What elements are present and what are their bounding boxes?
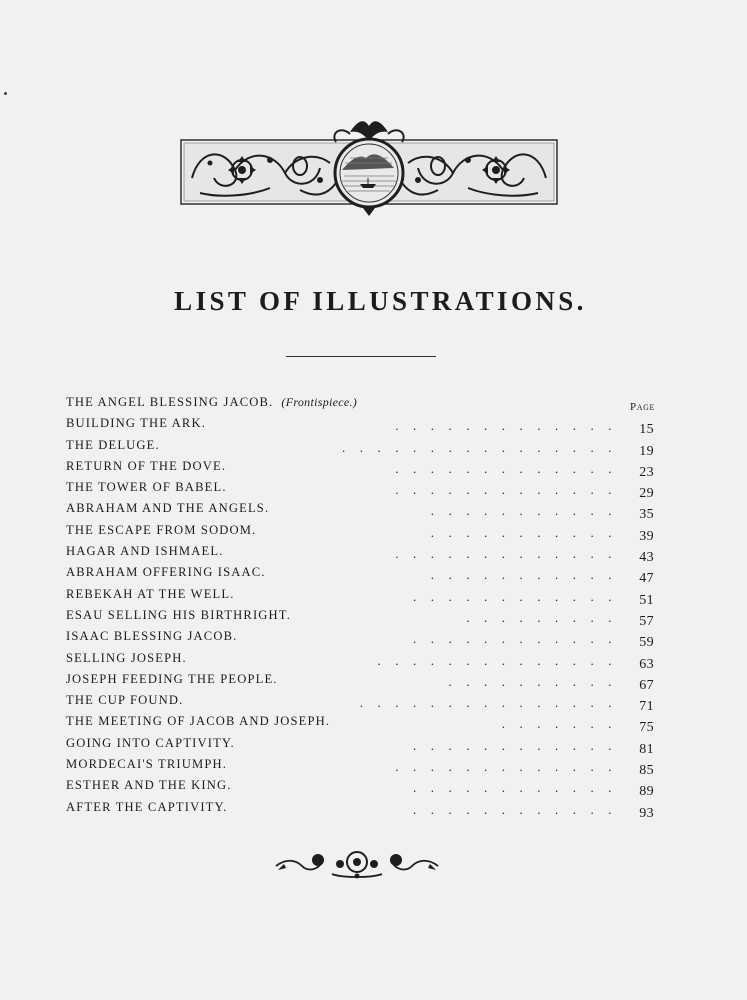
list-item (66, 393, 666, 414)
list-item (66, 691, 666, 715)
list-item (66, 499, 666, 523)
illustration-title-text: RETURN OF THE DOVE. (66, 458, 227, 473)
leader-dots: ........... (430, 567, 626, 583)
illustration-title-text: REBEKAH AT THE WELL. (66, 586, 235, 601)
leader-dots: ............. (395, 482, 626, 498)
leader-dots: ............ (413, 631, 626, 647)
illustration-title-text: MORDECAI'S TRIUMPH. (66, 757, 228, 772)
illustration-title-text: AFTER THE CAPTIVITY. (66, 799, 228, 814)
illustration-title-text: ESAU SELLING HIS BIRTHRIGHT. (66, 607, 292, 622)
list-item (66, 542, 666, 566)
page-number: 51 (639, 592, 654, 608)
list-item (66, 670, 666, 691)
list-item (66, 414, 666, 438)
list-item (66, 521, 666, 542)
illustration-title (66, 459, 226, 474)
list-item (66, 776, 666, 800)
list-item (66, 436, 666, 457)
illustration-title (66, 651, 187, 666)
illustration-title-text: HAGAR AND ISHMAEL. (66, 544, 224, 559)
illustration-title (66, 757, 227, 772)
page-number: 63 (639, 656, 654, 672)
illustration-title-text: THE ANGEL BLESSING JACOB. (66, 395, 274, 409)
illustration-title (66, 587, 235, 602)
leader-dots: ............ (413, 737, 626, 753)
illustration-note: (Frontispiece.) (281, 395, 358, 409)
illustration-title (66, 523, 256, 538)
illustration-title-text: THE DELUGE. (66, 437, 160, 452)
illustration-title (66, 778, 232, 793)
page-number: 39 (639, 528, 654, 544)
page-number: 75 (639, 720, 654, 736)
page-column-label: Page (630, 401, 655, 413)
page-number: 81 (639, 741, 654, 757)
illustrations-list (66, 393, 666, 819)
leader-dots: ............. (395, 759, 626, 775)
illustration-title (66, 608, 291, 623)
illustration-title (66, 565, 266, 580)
list-item (66, 627, 666, 651)
illustration-title-text: SELLING JOSEPH. (66, 650, 187, 665)
page-number: 85 (639, 763, 654, 779)
list-item (66, 755, 666, 779)
page-number: 35 (639, 507, 654, 523)
leader-dots: ....... (501, 716, 626, 732)
illustration-title (66, 714, 330, 729)
illustration-title (66, 693, 183, 708)
list-item (66, 478, 666, 502)
leader-dots: ............ (413, 801, 626, 817)
illustration-title-text: ABRAHAM AND THE ANGELS. (66, 501, 270, 516)
page-number: 71 (639, 699, 654, 715)
page-number: 23 (639, 464, 654, 480)
page-number: 89 (639, 784, 654, 800)
leader-dots: ................ (342, 439, 626, 455)
ornamental-tailpiece-icon (272, 846, 442, 880)
page-number: 67 (639, 677, 654, 693)
illustration-title (66, 629, 237, 644)
list-item (66, 649, 666, 670)
illustration-title-text: ISAAC BLESSING JACOB. (66, 629, 238, 644)
leader-dots: ............ (413, 780, 626, 796)
page-number: 29 (639, 486, 654, 502)
leader-dots: .......... (448, 673, 626, 689)
leader-dots: ......... (466, 609, 626, 625)
illustration-title (66, 438, 160, 453)
ornamental-headpiece-icon (180, 118, 558, 216)
leader-dots: ........... (430, 524, 626, 540)
page-number: 59 (639, 635, 654, 651)
illustration-title-text: THE CUP FOUND. (66, 693, 184, 708)
leader-dots: ............. (395, 418, 626, 434)
illustration-title (66, 480, 227, 495)
illustration-title-text: BUILDING THE ARK. (66, 416, 207, 431)
page-number: 19 (639, 443, 654, 459)
illustration-title (66, 416, 206, 431)
illustration-title-text: GOING INTO CAPTIVITY. (66, 735, 235, 750)
illustration-title-text: THE TOWER OF BABEL. (66, 480, 227, 495)
page-number: 93 (639, 805, 654, 821)
leader-dots: .............. (377, 652, 626, 668)
illustration-title (66, 501, 269, 516)
paper-speck (4, 92, 7, 95)
page-number: 15 (639, 422, 654, 438)
leader-dots: ............. (395, 546, 626, 562)
page-number: 57 (639, 613, 654, 629)
list-item (66, 585, 666, 606)
list-item (66, 734, 666, 755)
list-item (66, 712, 666, 736)
list-item (66, 457, 666, 478)
illustration-title-text: ESTHER AND THE KING. (66, 778, 232, 793)
leader-dots: ........... (430, 503, 626, 519)
illustration-title (66, 395, 357, 410)
page-title: LIST OF ILLUSTRATIONS. (174, 286, 587, 316)
illustration-title (66, 736, 235, 751)
list-item (66, 606, 666, 627)
title-divider (286, 356, 436, 357)
illustration-title-text: THE MEETING OF JACOB AND JOSEPH. (66, 714, 331, 729)
illustration-title-text: THE ESCAPE FROM SODOM. (66, 522, 257, 537)
page-number: 47 (639, 571, 654, 587)
page-number: 43 (639, 550, 654, 566)
illustration-title (66, 544, 224, 559)
illustration-title-text: ABRAHAM OFFERING ISAAC. (66, 565, 266, 580)
illustration-title (66, 672, 278, 687)
illustration-title-text: JOSEPH FEEDING THE PEOPLE. (66, 671, 278, 686)
list-item (66, 563, 666, 587)
list-item (66, 798, 666, 819)
leader-dots: ............ (413, 588, 626, 604)
illustration-title (66, 800, 227, 815)
leader-dots: ............. (395, 460, 626, 476)
leader-dots: ............... (359, 695, 626, 711)
